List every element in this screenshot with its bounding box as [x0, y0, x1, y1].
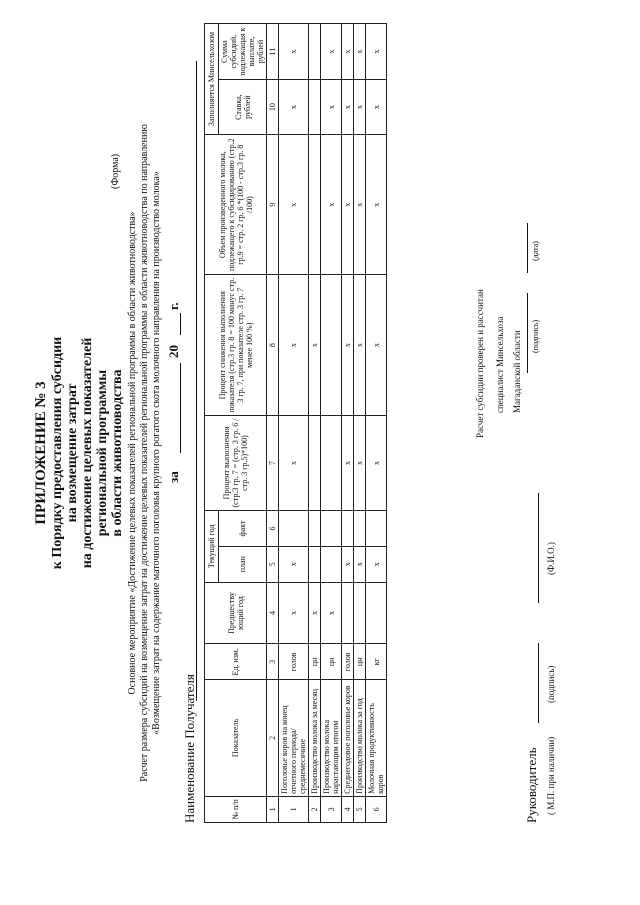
cell-rate[interactable]: x: [354, 79, 366, 134]
header-percent-decrease: Процент снижения выполнения показателя (стр.3 гр. 8 = 100 минус стр. 3 гр. 7, при показателе стр. 3 гр. 7 менее 100 %): [205, 274, 267, 414]
appendix-subtitle-line: к Порядку предоставления субсидии: [50, 336, 65, 569]
cell-sum[interactable]: x: [366, 23, 387, 79]
cell-plan[interactable]: [321, 546, 342, 582]
column-number: 1: [267, 796, 279, 822]
cell-rate[interactable]: x: [321, 79, 342, 134]
appendix-subtitle-line: на достижение целевых показателей: [80, 337, 95, 568]
cell-fact[interactable]: [366, 510, 387, 546]
cell-percent-execution[interactable]: x: [366, 415, 387, 510]
cell-sum[interactable]: [309, 23, 321, 79]
cell-milk-volume[interactable]: x: [279, 134, 309, 274]
cell-fact[interactable]: [342, 510, 354, 546]
column-number: 8: [267, 274, 279, 414]
cell-milk-volume[interactable]: [309, 134, 321, 274]
cell-rate[interactable]: x: [342, 79, 354, 134]
recipient-label: Наименование Получателя: [182, 673, 197, 823]
table-row: [321, 23, 342, 822]
cell-milk-volume[interactable]: x: [354, 134, 366, 274]
document-sheet: [20, 13, 620, 893]
cell-prev-year[interactable]: x: [279, 582, 309, 644]
cell-percent-execution[interactable]: x: [354, 415, 366, 510]
cell-prev-year[interactable]: x: [321, 582, 342, 644]
row-num: 6: [366, 796, 387, 822]
head-label: Руководитель: [524, 747, 539, 823]
cell-milk-volume[interactable]: x: [321, 134, 342, 274]
description-line: Расчет размера субсидий на возмещение затрат на достижение целевых показателей региональной программы в области животноводства по направлению: [139, 123, 150, 782]
row-indicator: Среднегодовое поголовье коров: [342, 679, 354, 796]
cell-prev-year[interactable]: [354, 582, 366, 644]
recipient-blank-line[interactable]: [196, 61, 197, 701]
column-number: 7: [267, 415, 279, 510]
verification-note: Расчет субсидии проверен и рассчитан: [475, 288, 485, 438]
row-indicator: Молочная продуктивность коров: [366, 679, 387, 796]
cell-milk-volume[interactable]: x: [342, 134, 354, 274]
cell-plan[interactable]: x: [279, 546, 309, 582]
cell-percent-execution[interactable]: [321, 415, 342, 510]
column-number: 4: [267, 582, 279, 644]
cell-plan[interactable]: x: [342, 546, 354, 582]
appendix-subtitle-line: региональной программы: [95, 369, 110, 536]
cell-percent-decrease[interactable]: x: [366, 274, 387, 414]
appendix-subtitle-line: в области животноводства: [110, 368, 125, 537]
header-sum: Сумма субсидий, подлежащая к выплате, рублей: [219, 23, 267, 79]
cell-rate[interactable]: [309, 79, 321, 134]
column-number: 2: [267, 679, 279, 796]
description-line: «Возмещение затрат на содержание маточного поголовья крупного рогатого скота молочного направления на производство молока»: [151, 170, 162, 735]
cell-prev-year[interactable]: x: [309, 582, 321, 644]
specialist-signature-line[interactable]: [527, 293, 528, 373]
header-rate: Ставка, рублей: [219, 79, 267, 134]
specialist-signature-caption: (подпись): [531, 319, 540, 353]
cell-sum[interactable]: x: [354, 23, 366, 79]
row-num: 2: [309, 796, 321, 822]
cell-rate[interactable]: x: [366, 79, 387, 134]
cell-percent-decrease[interactable]: x: [279, 274, 309, 414]
cell-rate[interactable]: x: [279, 79, 309, 134]
region-label: Магаданской области: [512, 329, 522, 413]
head-name-line[interactable]: [538, 493, 539, 603]
cell-percent-execution[interactable]: x: [279, 415, 309, 510]
cell-plan[interactable]: x: [354, 546, 366, 582]
cell-fact[interactable]: [321, 510, 342, 546]
header-plan: план: [219, 546, 267, 582]
column-number: 3: [267, 643, 279, 679]
header-num: № п/п: [205, 796, 267, 822]
row-num: 1: [279, 796, 309, 822]
seal-note: ( М.П. при наличии): [546, 736, 556, 815]
period-year-prefix: 20: [166, 344, 181, 358]
cell-percent-decrease[interactable]: x: [309, 274, 321, 414]
table-row: [309, 23, 321, 822]
column-number: 6: [267, 510, 279, 546]
header-percent-execution: Процент выполнения (стр.3 гр. 7 = (стр. 3 гр. 6 / стр. 3 гр.5)*100): [205, 415, 267, 510]
header-ministry-group: Заполняется Минсельхозом: [205, 23, 219, 134]
cell-percent-decrease[interactable]: x: [354, 274, 366, 414]
cell-milk-volume[interactable]: x: [366, 134, 387, 274]
cell-plan[interactable]: x: [366, 546, 387, 582]
cell-fact[interactable]: [279, 510, 309, 546]
cell-fact[interactable]: [309, 510, 321, 546]
cell-percent-decrease[interactable]: [321, 274, 342, 414]
row-unit: цн: [321, 643, 342, 679]
specialist-label: специалист Минсельхоза: [495, 315, 505, 413]
cell-sum[interactable]: x: [342, 23, 354, 79]
subsidy-table: [204, 23, 387, 823]
appendix-subtitle-line: на возмещение затрат: [65, 383, 80, 522]
row-indicator: Поголовье коров на конец отчетного периода/ среднемесячное: [279, 679, 309, 796]
row-num: 4: [342, 796, 354, 822]
column-number: 5: [267, 546, 279, 582]
column-number: 9: [267, 134, 279, 274]
cell-sum[interactable]: x: [279, 23, 309, 79]
header-indicator: Показатель: [205, 679, 267, 796]
specialist-date-line[interactable]: [527, 223, 528, 273]
form-note: (Форма): [110, 153, 121, 189]
row-unit: голов: [279, 643, 309, 679]
row-unit: цн: [354, 643, 366, 679]
period-suffix: г.: [166, 301, 181, 310]
cell-percent-execution[interactable]: x: [342, 415, 354, 510]
row-unit: голов: [342, 643, 354, 679]
cell-percent-execution[interactable]: [309, 415, 321, 510]
table-row: [354, 23, 366, 822]
cell-percent-decrease[interactable]: x: [342, 274, 354, 414]
head-signature-caption: (подпись): [546, 665, 556, 703]
header-milk-volume: Объем произведенного молока, подлежащего к субсидированию (стр.2 гр.9 = стр. 2 гр. 6 *(100 - стр.3 гр. 8 /100): [205, 134, 267, 274]
cell-prev-year[interactable]: [342, 582, 354, 644]
appendix-title: ПРИЛОЖЕНИЕ № 3: [33, 380, 49, 525]
period-blank-line[interactable]: [180, 363, 181, 453]
table-row: [342, 23, 354, 822]
row-indicator: Производство молока за месяц: [309, 679, 321, 796]
head-signature-line[interactable]: [538, 643, 539, 723]
row-unit: цн: [309, 643, 321, 679]
specialist-date-caption: (дата): [531, 240, 540, 261]
period-year-blank[interactable]: [180, 313, 181, 335]
cell-plan[interactable]: [309, 546, 321, 582]
row-indicator: Производство молока нарастающим итогом: [321, 679, 342, 796]
header-current-year: Текущий год: [205, 510, 219, 581]
header-prev-year: Предшеству ющий год: [205, 582, 267, 644]
header-fact: факт: [219, 510, 267, 546]
description-line: Основное мероприятие «Достижение целевых показателей региональной программы в области животноводства»: [127, 210, 138, 695]
header-unit: Ед. изм.: [205, 643, 267, 679]
row-indicator: Производство молока за год: [354, 679, 366, 796]
row-unit: кг: [366, 643, 387, 679]
column-number: 10: [267, 79, 279, 134]
cell-prev-year[interactable]: [366, 582, 387, 644]
cell-fact[interactable]: [354, 510, 366, 546]
table-row: [279, 23, 309, 822]
cell-sum[interactable]: x: [321, 23, 342, 79]
head-fio-caption: (Ф.И.О.): [546, 541, 556, 575]
table-row: [366, 23, 387, 822]
row-num: 3: [321, 796, 342, 822]
period-prefix: за: [166, 470, 181, 483]
column-number: 11: [267, 23, 279, 79]
row-num: 5: [354, 796, 366, 822]
